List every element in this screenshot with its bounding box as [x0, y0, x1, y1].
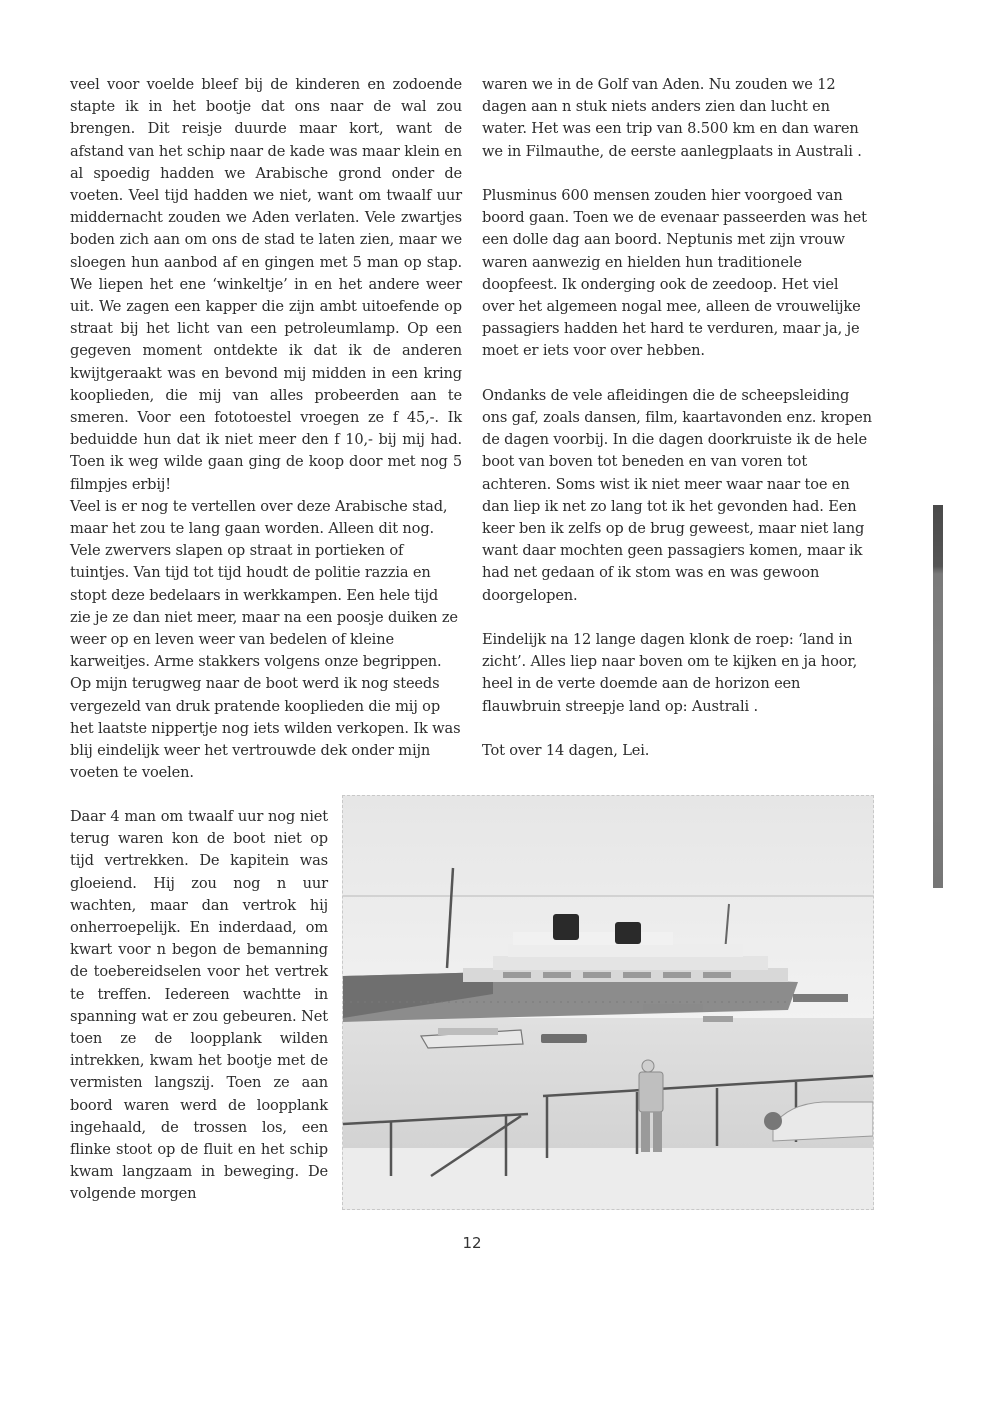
right-column-text — [482, 74, 872, 762]
signature: Tot over 14 dagen, Lei. — [482, 742, 650, 760]
rowboat — [541, 1034, 587, 1043]
paragraph: Veel is er nog te vertellen over deze Arabische stad, maar het zou te lang gaan worden. Alleen dit nog. Vele zwervers slapen op straat in portieken of tuintjes. Van tijd tot tijd houdt de politie razzia en stopt deze bedelaars in werkkampen. Een hele tijd zie je ze dan niet meer, maar na een poosje duiken ze weer op en leven weer van bedelen of kleine karweitjes. Arme stakkers volgens onze begrippen. Op mijn terugweg naar de boot werd ik nog steeds vergezeld van druk pratende kooplieden die mij op het laatste nippertje nog iets wilden verkopen. Ik was blij eindelijk weer het vertrouwde dek onder mijn voeten te voelen. — [70, 497, 461, 782]
work-boat — [643, 1004, 703, 1012]
lifeboat-deck — [493, 956, 768, 970]
funnel-rear — [615, 922, 641, 944]
funnel-front — [553, 914, 579, 940]
paragraph: Plusminus 600 mensen zouden hier voorgoed van boord gaan. Toen we de evenaar passeerden was het een dolle dag aan boord. Neptunis met zijn vrouw waren aanwezig en hielden hun traditionele doopfeest. Ik onderging ook de zeedoop. Het viel over het algemeen nogal mee, alleen de vrouwelijke passagiers hadden het hard te verduren, maar ja, je moet er iets voor over hebben. — [482, 187, 867, 360]
page-number — [0, 1234, 1000, 1252]
quay — [343, 1148, 873, 1209]
page-number-text: 12 — [462, 1234, 482, 1252]
left-column-top-text — [70, 74, 462, 785]
bridge-deck — [513, 932, 673, 945]
side-margin-mark — [933, 505, 943, 888]
paragraph: Eindelijk na 12 lange dagen klonk de roep: ‘land in zicht’. Alles liep naar boven om te kijken en ja hoor, heel in de verte doemde aan de horizon een flauwbruin streepje land op: Australi . — [482, 631, 858, 715]
upper-deck — [508, 944, 743, 957]
ship-photo — [342, 795, 874, 1210]
paragraph: Daar 4 man om twaalf uur nog niet terug waren kon de boot niet op tijd vertrekken. De kapitein was gloeiend. Hij zou nog n uur wachten, maar dan vertrok hij onherroepelijk. En inderdaad, om kwart voor n begon de bemanning de toebereidselen voor het vertrek te treffen. Iedereen wachtte in spanning wat er zou gebeuren. Net toen ze de loopplank wilden intrekken, kwam het bootje met de vermisten langszij. Toen ze aan boord waren werd de loopplank ingehaald, de trossen los, een flinke stoot op de fluit en het schip kwam langzaam in beweging. De volgende morgen — [70, 808, 328, 1203]
ship-photo-illustration — [343, 796, 873, 1209]
left-column-bottom-text — [70, 806, 328, 1206]
tugboat — [793, 994, 848, 1002]
paragraph: veel voor voelde bleef bij de kinderen en zodoende stapte ik in het bootje dat ons naar de wal zou brengen. Dit reisje duurde maar kort, want de afstand van het schip naar de kade was maar klein en al spoedig hadden we Arabische grond onder de voeten. Veel tijd hadden we niet, want om twaalf uur middernacht zouden we Aden verlaten. Vele zwartjes boden zich aan om ons de stad te laten zien, maar we sloegen hun aanbod af en gingen met 5 man op stap. We liepen het ene ‘winkeltje’ in en het andere weer uit. We zagen een kapper die zijn ambt uitoefende op straat bij het licht van een petroleumlamp. Op een gegeven moment ontdekte ik dat ik de anderen kwijtgeraakt was en bevond mij midden in een kring kooplieden, die mij van alles probeerden aan te smeren. Voor een fototoestel vroegen ze f 45,-. Ik beduidde hun dat ik niet meer den f 10,- bij mij had. Toen ik weg wilde gaan ging de koop door met nog 5 filmpjes erbij! — [70, 76, 462, 493]
paragraph: Ondanks de vele afleidingen die de scheepsleiding ons gaf, zoals dansen, film, kaartavonden enz. kropen de dagen voorbij. In die dagen doorkruiste ik de hele boot van boven tot beneden en van voren tot achteren. Soms wist ik niet meer waar naar toe en dan liep ik net zo lang tot ik het gevonden had. Een keer ben ik zelfs op de brug geweest, maar niet lang want daar mochten geen passagiers komen, maar ik had net gedaan of ik stom was en was gewoon doorgelopen. — [482, 386, 872, 604]
paragraph: waren we in de Golf van Aden. Nu zouden we 12 dagen aan n stuk niets anders zien dan lucht en water. Het was een trip van 8.500 km en dan waren we in Filmauthe, de eerste aanlegplaats in Australi . — [482, 76, 862, 160]
small-boat — [703, 1016, 733, 1022]
seated-figure — [764, 1112, 782, 1130]
